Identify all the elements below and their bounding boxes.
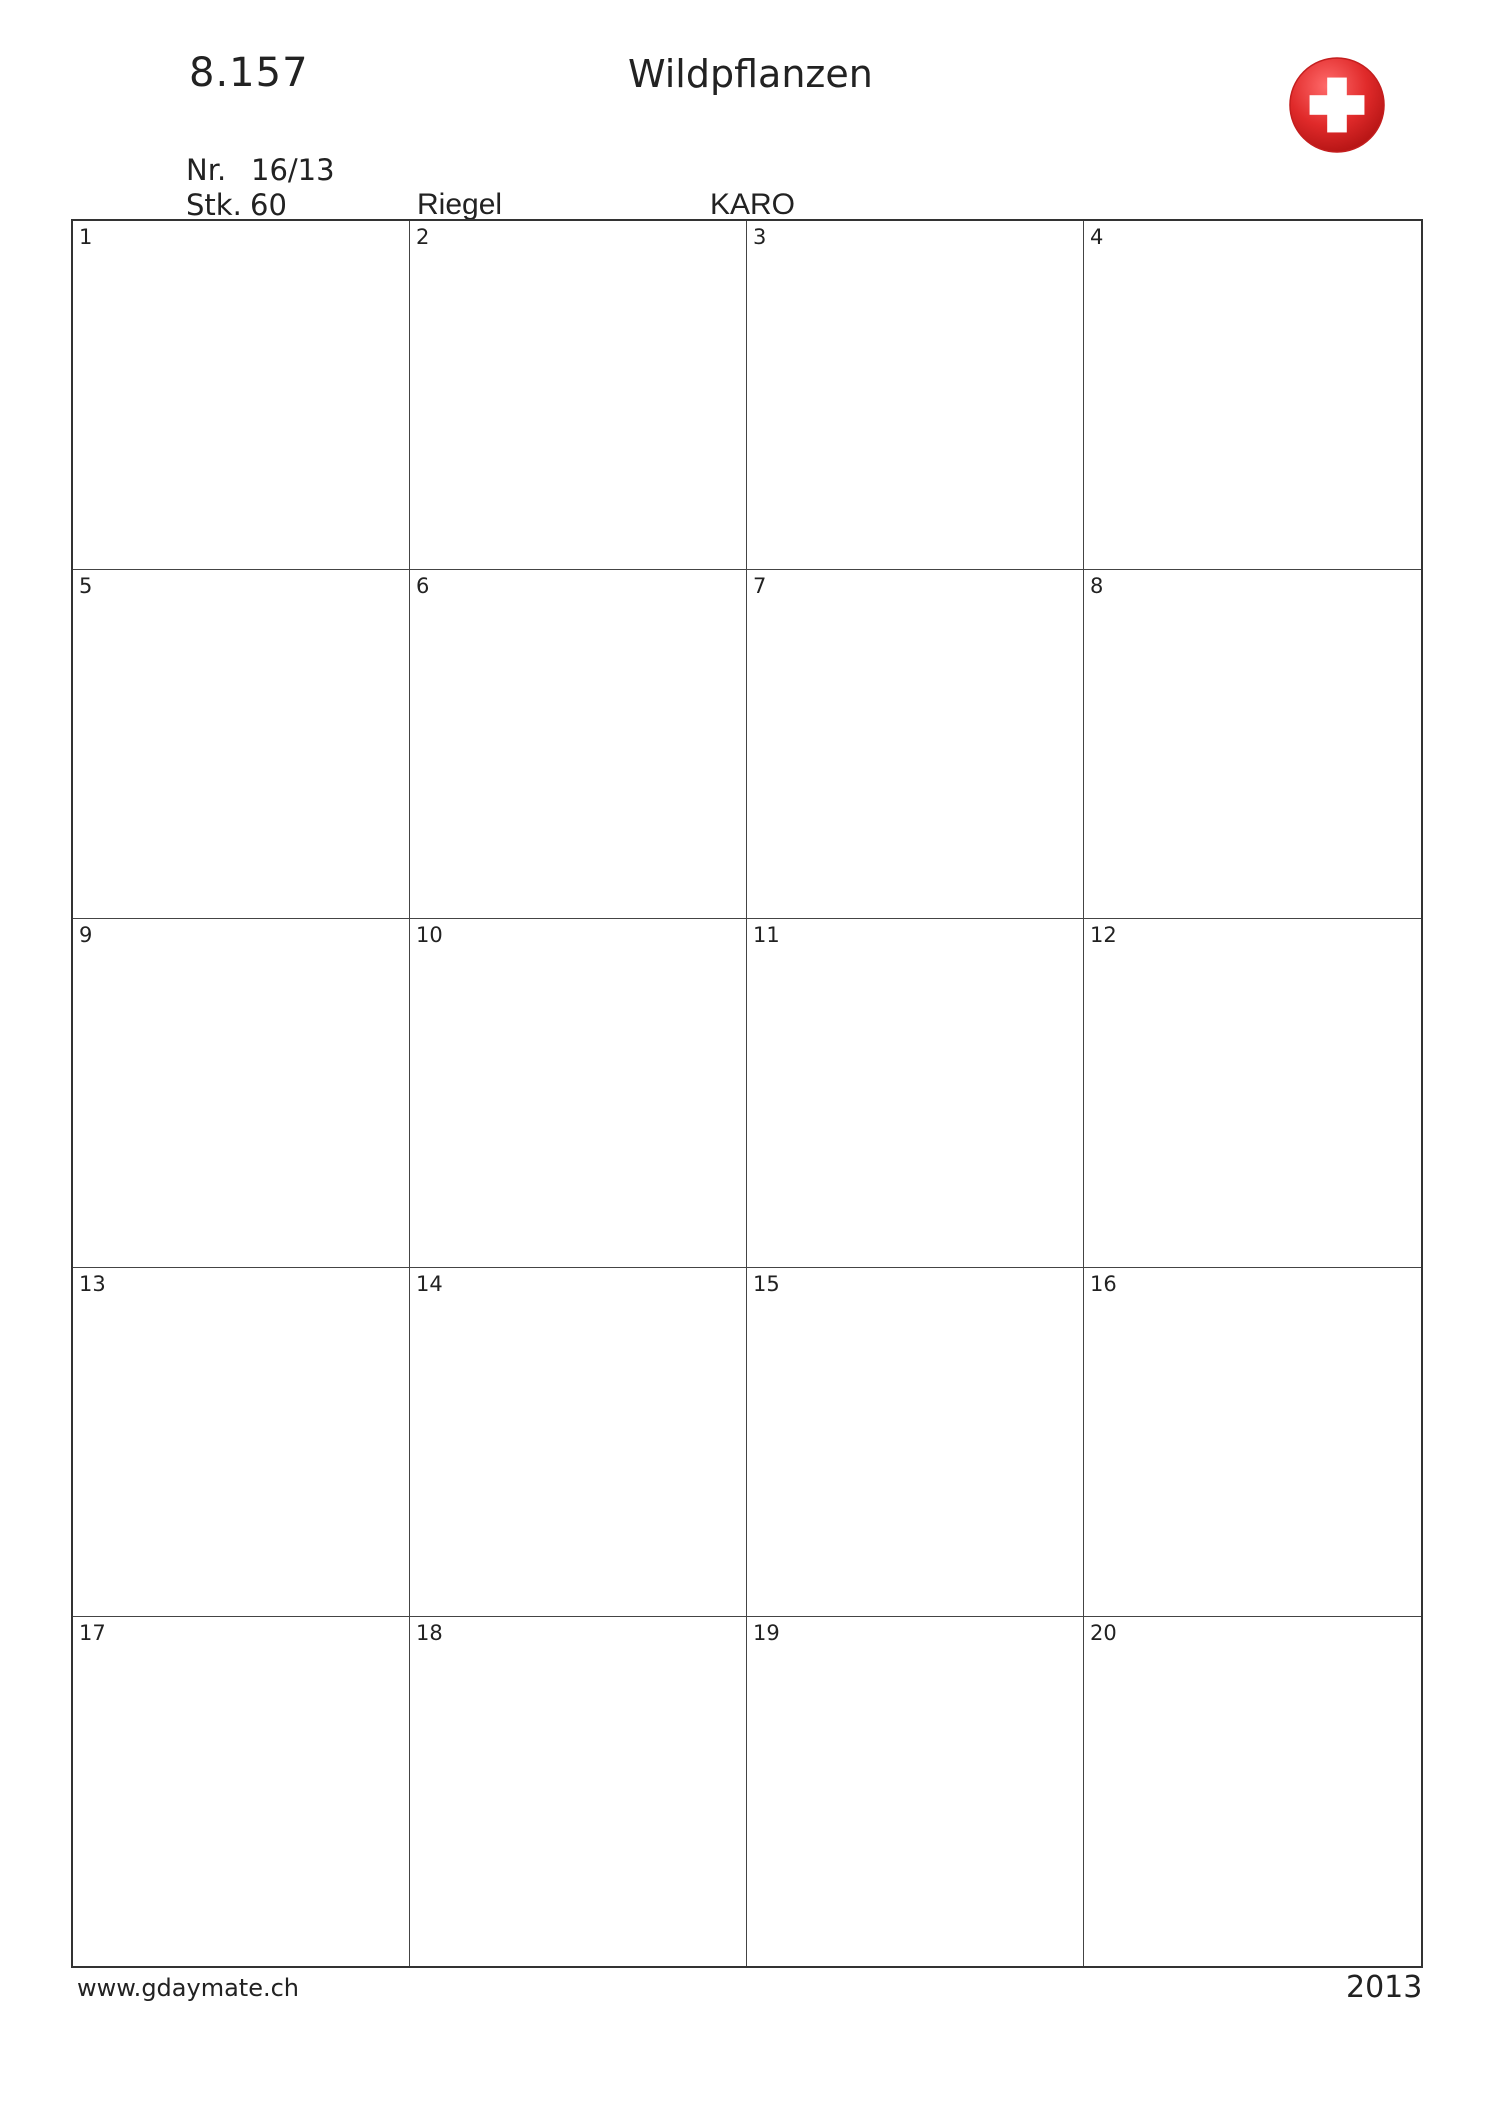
grid-cell	[410, 1617, 747, 1966]
grid-cell	[1084, 221, 1421, 570]
grid-cell	[410, 1268, 747, 1617]
website-url: www.gdaymate.ch	[77, 1974, 299, 2002]
grid-cell	[1084, 570, 1421, 919]
grid-cell	[747, 570, 1084, 919]
grid-cell	[73, 1617, 410, 1966]
cell-number: 16	[1090, 1272, 1117, 1296]
cell-number: 18	[416, 1621, 443, 1645]
cell-number: 14	[416, 1272, 443, 1296]
nr-label: Nr.	[186, 153, 227, 187]
grid-cell	[410, 570, 747, 919]
nr-value: 16/13	[251, 153, 335, 187]
cell-number: 9	[79, 923, 93, 947]
swiss-flag-icon	[1288, 56, 1386, 154]
cell-number: 1	[79, 225, 93, 249]
grid-cell	[73, 570, 410, 919]
collection-grid	[71, 219, 1423, 1968]
footer-year: 2013	[1346, 1970, 1423, 2005]
grid-cell	[1084, 1617, 1421, 1966]
cell-number: 19	[753, 1621, 780, 1645]
cell-number: 3	[753, 225, 767, 249]
grid-cell	[1084, 1268, 1421, 1617]
cell-number: 10	[416, 923, 443, 947]
brand-name: KARO	[710, 188, 796, 221]
cell-number: 15	[753, 1272, 780, 1296]
grid-cell	[410, 221, 747, 570]
grid-cell	[747, 919, 1084, 1268]
cell-number: 4	[1090, 225, 1104, 249]
cell-number: 12	[1090, 923, 1117, 947]
cell-number: 8	[1090, 574, 1104, 598]
cell-number: 6	[416, 574, 430, 598]
cell-number: 7	[753, 574, 767, 598]
cell-number: 20	[1090, 1621, 1117, 1645]
grid-cell	[747, 1617, 1084, 1966]
grid-cell	[410, 919, 747, 1268]
cell-number: 11	[753, 923, 780, 947]
grid-cell	[73, 919, 410, 1268]
grid-cell	[747, 1268, 1084, 1617]
stk-value: 60	[250, 188, 287, 222]
grid-cell	[73, 1268, 410, 1617]
page-title: Wildpflanzen	[628, 52, 873, 96]
grid-cell	[73, 221, 410, 570]
grid-cell	[1084, 919, 1421, 1268]
cell-number: 2	[416, 225, 430, 249]
stk-label: Stk.	[186, 188, 242, 222]
cell-number: 13	[79, 1272, 106, 1296]
product-type: Riegel	[417, 188, 503, 221]
grid-cell	[747, 221, 1084, 570]
cell-number: 5	[79, 574, 93, 598]
cell-number: 17	[79, 1621, 106, 1645]
catalog-number: 8.157	[189, 50, 309, 96]
